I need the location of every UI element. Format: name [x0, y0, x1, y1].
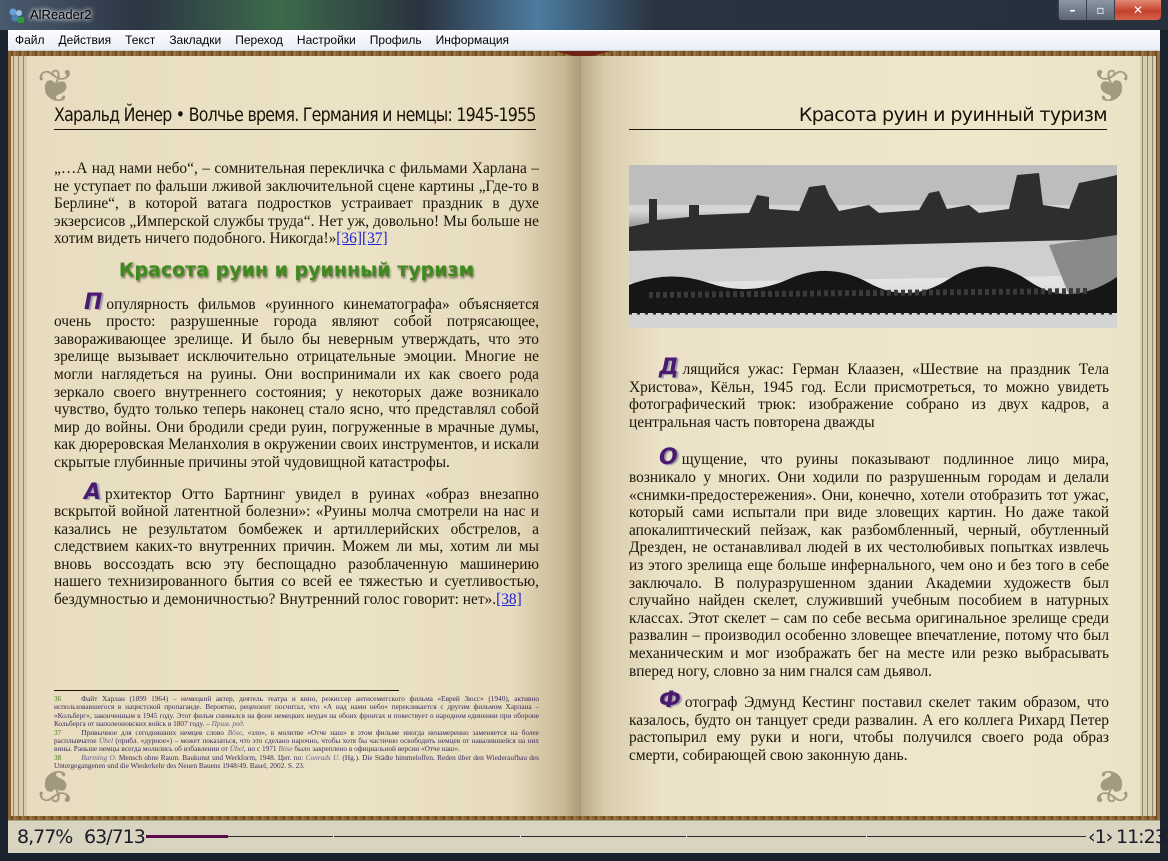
paragraph: [54, 160, 539, 248]
menu-actions[interactable]: Действия: [58, 33, 112, 47]
app-icon: [8, 7, 24, 23]
chapter-tick: [866, 835, 867, 838]
maximize-button[interactable]: ▫: [1086, 0, 1114, 20]
footnote-text: (прибл. «дурное») – может показаться, что это сделано нарочно, чтобы хотя бы частично освободить немцев от навалившейся на них вины. Раньше немцы всегда молились об избавлении от: [54, 736, 540, 754]
menu-text[interactable]: Текст: [125, 33, 156, 47]
footnote-link-38[interactable]: [38]: [496, 591, 522, 609]
page-counter[interactable]: 63/713: [84, 826, 145, 848]
chapter-tick: [686, 835, 687, 838]
footnote-term: Böse: [278, 744, 293, 754]
window-controls: [1057, 0, 1162, 21]
footnote-note: Прим. ред.: [211, 719, 245, 729]
footnote-term: Böse: [227, 727, 242, 737]
footnote-text: , но с 1971: [243, 744, 277, 754]
column-indicator[interactable]: ‹1›: [1088, 826, 1113, 848]
footnote-author: Bartning O.: [81, 752, 117, 762]
running-head-left: [54, 104, 536, 130]
ornament-corner-icon: ❦: [36, 61, 76, 112]
minimize-button[interactable]: –: [1058, 0, 1086, 20]
footnote-divider: [54, 690, 399, 691]
paragraph-text: опулярность фильмов «руинного кинематографа» объясняется очень просто: разрушенные города являют собой потрясающее, завораживающее зрелище. И было бы неверным утверждать, что это зрелище вызывает исключительно отрицательные эмоции. Многие не могли наглядеться на руины. Они воспринимали их как своего рода зеркало своего внутреннего состояния; у некоторых даже возникало чувство, будто только теперь наконец стало ясно, что́ представлял собой мир до войны. Они бродили среди руин, погруженные в мрачные думы, как дюреровская Меланхолия в окружении своих инструментов, и искали скрытые глубинные причины этой чудовищной катастрофы.: [54, 295, 539, 471]
menu-profile[interactable]: Профиль: [369, 33, 422, 47]
paragraph-text: рхитектор Отто Бартнинг увидел в руинах «образ внезапно вскрытой войной латентной болезни»: «Руины молча смотрели на нас и казались не результатом бомбежек и артиллерийских обстрелов, а следствием каких-то внутренних причин. Можем ли мы, хотим ли мы вновь воссоздать всю эту беспощадно разоблаченную машинерию нашего технизированного бытия со всей ее тяжестью и суетливостью, бездумностью и демоничностью? Внутренний голос говорит: нет».: [54, 485, 539, 609]
title-bar: [0, 0, 1168, 30]
page-edge-decoration: [1140, 56, 1156, 816]
footnote-text: Mensch ohne Raum. Baukunst und Werkform, 1948. Цит. по:: [118, 752, 304, 762]
chapter-tick: [520, 835, 521, 838]
paragraph: [54, 289, 539, 472]
menu-info[interactable]: Информация: [435, 33, 510, 47]
drop-cap: П: [84, 289, 103, 315]
menu-file[interactable]: Файл: [15, 33, 45, 47]
paragraph: [629, 445, 1109, 680]
paragraph: [54, 479, 539, 609]
footnote-term: Übel: [229, 744, 244, 754]
footnote-term: Übel: [98, 736, 114, 746]
caption-text: лящийся ужас: Герман Клаазен, «Шествие на праздник Тела Христова», Кёльн, 1945 год. Если присмотреться, то можно увидеть фотографический трюк: изображение собрано из двух кадров, а центральная часть повторена дважды: [629, 361, 1109, 431]
page-edge-decoration: [11, 56, 27, 816]
menu-navigate[interactable]: Переход: [235, 33, 283, 47]
ruins-procession-photo[interactable]: [629, 165, 1117, 328]
footnote-number: 38: [54, 752, 62, 762]
paragraph: [629, 688, 1109, 764]
footnote-text: (Hg.). Die Städte himmeloffen. Reden über den Wiederaufbau des Untergegangenen und die Wiederkehr des Neuen Bauens 1948/49. Basel, 2002. S. 23.: [54, 752, 539, 771]
book-view[interactable]: [8, 51, 1160, 820]
footnote-editor: Conrads U.: [305, 752, 341, 762]
footnote-text: Файт Харлан (1899 1964) – немецкий актер, деятель театра и кино, режиссер антисемитского фильма «Еврей Зюсс» (1940), активно использовавшегося в нацистской пропаганде. Вероятно, рецензент посчитал, что «А над нами небо» перекликается с другим фильмом Харлана – «Кольберг», законченным в 1945 году. Этот фильм снимался на фоне немецких неудач на обоих фронтах и повествует о народном единении при обороне Кольберга от наполеоновских войск в 1807 году. –: [54, 694, 539, 729]
running-head: Красота руин и руинный туризм: [629, 104, 1107, 130]
right-page-text: [629, 355, 1109, 776]
footnote-number: 37: [54, 727, 62, 737]
close-button[interactable]: ✕: [1114, 0, 1161, 20]
menu-bar: [8, 30, 1160, 51]
footnote-text: Привычное для сегодняшних немцев слово: [81, 727, 224, 737]
footnote-text: , «зло», в молитве «Отче наш» в этом фильме иногда ненамеренно заменяется на более расплывчатое: [54, 727, 539, 746]
menu-bookmarks[interactable]: Закладки: [169, 33, 222, 47]
footnote-text: было закреплено в официальной версии «Отче наш».: [294, 744, 461, 754]
right-page[interactable]: [581, 56, 1156, 816]
photo-caption: [629, 355, 1109, 431]
left-page-text: [54, 160, 539, 621]
footnote-38: [54, 754, 539, 771]
paragraph-text: отограф Эдмунд Кестинг поставил скелет таким образом, что казалось, будто он танцует среди развалин. А его коллега Рихард Петер растопырил ему руки и ноги, чтобы получился своего рода образ смерти, собирающей свою законную дань.: [629, 694, 1109, 764]
ornament-corner-icon: ❦: [36, 760, 76, 811]
footnote-36: [54, 695, 539, 729]
menu-settings[interactable]: Настройки: [296, 33, 356, 47]
footnote-link-37[interactable]: [37]: [361, 230, 388, 248]
status-bar: [8, 820, 1166, 853]
ornament-corner-icon: ❦: [1091, 61, 1131, 112]
left-page[interactable]: [11, 56, 581, 816]
progress-fill: [146, 835, 228, 838]
drop-cap: А: [84, 479, 102, 505]
reading-percent: 8,77%: [17, 826, 73, 848]
drop-cap: Ф: [659, 688, 681, 714]
ornament-corner-icon: ❦: [1091, 760, 1131, 811]
footnote-link-36[interactable]: [36]: [336, 230, 362, 248]
footnote-37: [54, 729, 539, 754]
running-head: Харальд Йенер • Волчье время. Германия и немцы: 1945-1955: [54, 104, 536, 126]
paragraph-text: щущение, что руины показывают подлинное лицо мира, возникало у многих. Они ходили по разрушенным городам и делали «снимки-предостережения». Они, конечно, хотели отобразить тот ужас, который сами испытали при виде зловещих картин. Но даже такой апокалиптический пейзаж, как разбомбленный, черный, обутленный Дрезден, не останавливал людей в их честолюбивых попытках извлечь из этого зрелища еще больше инфернального, чем оно и без того в себе заключало. В полуразрушенном здании Академии художеств был случайно найден скелет, служивший учебным пособием в натурных классах. Этот скелет – сам по себе весьма оригинальное зрелище среди развалин – производил особенно зловещее впечатление, потому что был механическим и мог изображать бег на месте или резко выбрасывать вперед ногу, словно за ним гнался сам дьявол.: [629, 451, 1109, 680]
footnote-number: 36: [54, 694, 62, 703]
clock: 11:23: [1116, 826, 1166, 848]
footnotes: [54, 690, 539, 771]
chapter-title: Красота руин и руинный туризм: [118, 258, 475, 281]
photo-illustration: [629, 165, 1117, 328]
paragraph-text: „…А над нами небо“, – сомнительная перекличка с фильмами Харлана – не уступает по фальши лживой заключительной сцене картины „Где-то в Берлине“, в которой ватага подростков устраивает праздник в духе экзерсисов „Имперской службы труда“. Нет уж, довольно! Мы больше не хотим видеть ничего подобного. Никогда!»: [54, 160, 539, 248]
drop-cap: О: [659, 445, 678, 471]
reading-progress-bar[interactable]: [146, 836, 1086, 837]
drop-cap: Д: [659, 355, 679, 380]
window-title: AlReader2: [30, 7, 92, 22]
chapter-tick: [333, 835, 334, 838]
